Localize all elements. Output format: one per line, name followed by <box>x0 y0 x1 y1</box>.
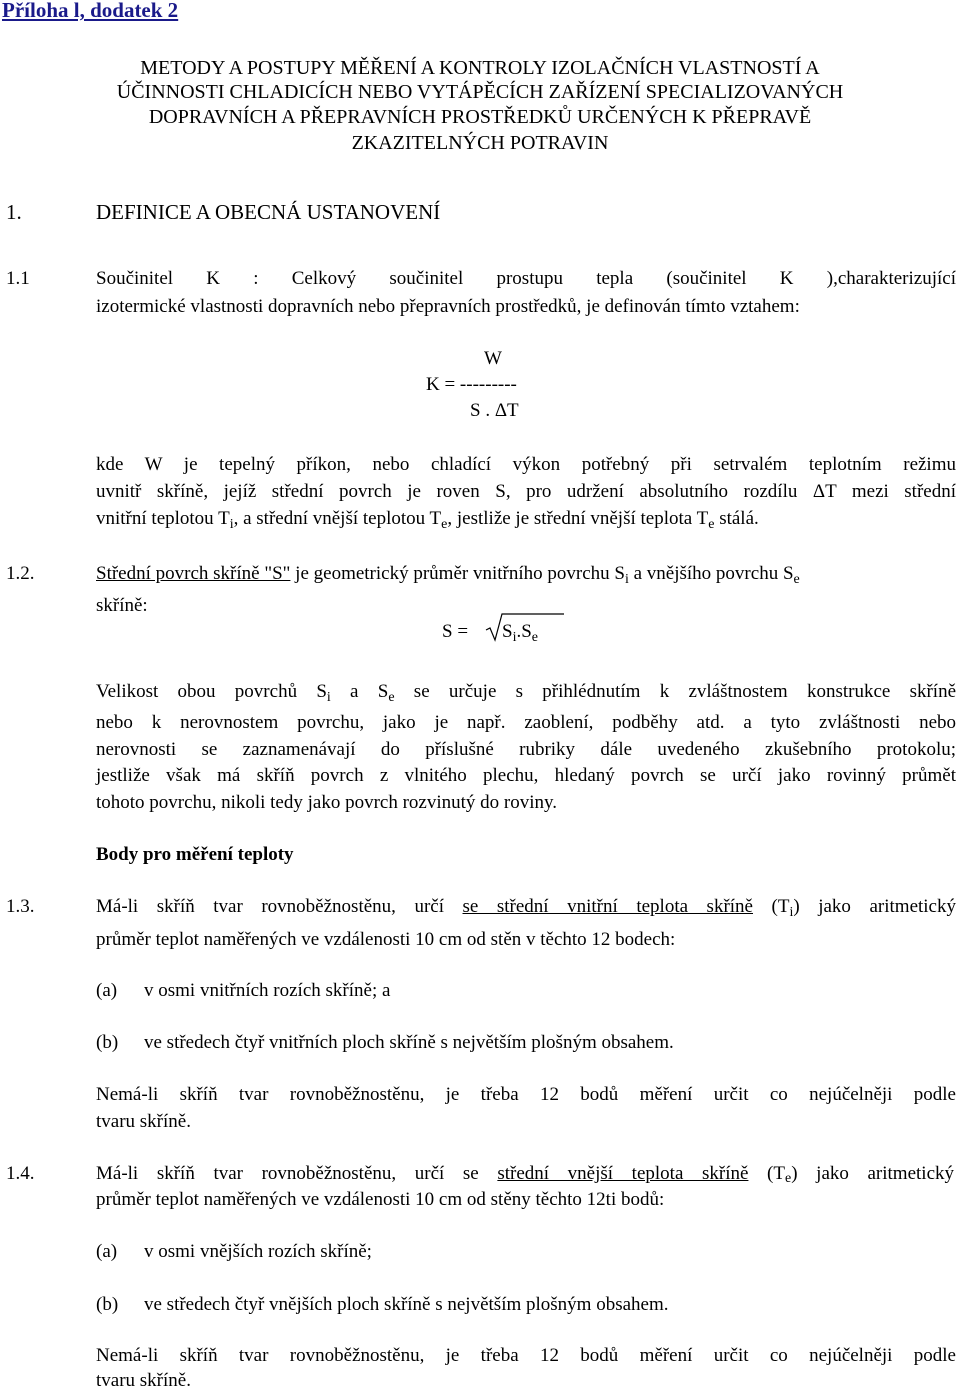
formula-s-lhs: S = <box>442 621 469 642</box>
p13-item-a-label: (a) <box>96 980 118 1001</box>
p13-item-b-text: ve středech čtyř vnitřních ploch skříně s největším plošným obsahem. <box>144 1032 674 1053</box>
formula-numerator: W <box>484 348 502 369</box>
p14-nema-line-2: tvaru skříně. <box>96 1370 191 1391</box>
p11-line-1: Součinitel K : Celkový součinitel prostupu tepla (součinitel K ),charakterizující <box>96 268 956 289</box>
p13-line-1: Má-li skříň tvar rovnoběžnostěnu, určí se střední vnitřní teplota skříně $(T_i)$ jako aritmetický <box>96 896 956 920</box>
p12-velikost-line-5: tohoto povrchu, nikoli tedy jako povrch rozvinutý do roviny. <box>96 792 558 813</box>
annex-label: Příloha l, dodatek 2 <box>2 0 179 22</box>
p11-kde-line-2: uvnitř skříně, jejíž střední povrch je roven S, pro udržení absolutního rozdílu ΔT mezi střední <box>96 481 956 502</box>
p14-item-b-label: (b) <box>96 1294 119 1315</box>
p14-item-a-label: (a) <box>96 1241 118 1262</box>
formula-k: K = --------- <box>426 374 517 395</box>
formula-denominator: S . ΔT <box>470 400 519 421</box>
p12-velikost-line-1: Velikost obou povrchů $S_i$ a $S_e$ se určuje s přihlédnutím k zvláštnostem konstrukce skříně <box>96 681 957 705</box>
p14-item-b-text: ve středech čtyř vnějších ploch skříně s největším plošným obsahem. <box>144 1294 669 1315</box>
p14-line-2: průměr teplot naměřených ve vzdálenosti 10 cm od stěny těchto 12ti bodů: <box>96 1189 665 1210</box>
p13-nema-line-2: tvaru skříně. <box>96 1111 191 1132</box>
section-number: 1. <box>6 200 22 224</box>
p13-nema-line-1: Nemá-li skříň tvar rovnoběžnostěnu, je třeba 12 bodů měření určit co nejúčelněji podle <box>96 1084 956 1105</box>
p12-line-2: skříně: <box>96 595 148 616</box>
paragraph-number-1-3: 1.3. <box>6 896 35 917</box>
paragraph-number-1-4: 1.4. <box>6 1163 35 1184</box>
p14-item-a-text: v osmi vnějších rozích skříně; <box>144 1241 372 1262</box>
formula-s-rhs: $S_i.S_e$ <box>502 621 539 645</box>
p12-velikost-line-2: nebo k nerovnostem povrchu, jako je např. zaoblení, podběhy atd. a tyto zvláštnosti nebo <box>96 712 956 733</box>
paragraph-number-1-2: 1.2. <box>6 563 35 584</box>
p14-line-1: Má-li skříň tvar rovnoběžnostěnu, určí se střední vnější teplota skříně (Te) jako aritmetický <box>96 1163 955 1186</box>
p11-kde-line-3: vnitřní teplotou $T_i$, a střední vnější teplotou $T_e$, jestliže je střední vnější teplota $T_e$ stálá. <box>96 508 759 532</box>
paragraph-number-1-1: 1.1 <box>6 268 30 289</box>
document-title-line-3: DOPRAVNÍCH A PŘEPRAVNÍCH PROSTŘEDKŮ URČENÝCH K PŘEPRAVĚ <box>148 106 812 128</box>
p11-line-2: izotermické vlastnosti dopravních nebo přepravních prostředků, je definován tímto vztahem: <box>96 296 800 317</box>
p13-line-2: průměr teplot naměřených ve vzdálenosti 10 cm od stěn v těchto 12 bodech: <box>96 929 676 950</box>
p13-item-b-label: (b) <box>96 1032 119 1053</box>
p12-velikost-line-4: jestliže však má skříň povrch z vlnitého plechu, hledaný povrch se určí jako rovinný průmět <box>96 765 956 786</box>
subheading-measurement-points: Body pro měření teploty <box>96 844 294 865</box>
p12-line-1: Střední povrch skříně "S" je geometrický průměr vnitřního povrchu $S_i$ a vnějšího povrchu $S_e$ <box>96 563 800 587</box>
document-title-line-2: ÚČINNOSTI CHLADICÍCH NEBO VYTÁPĚCÍCH ZAŘÍZENÍ SPECIALIZOVANÝCH <box>116 81 844 103</box>
document-title-line-4: ZKAZITELNÝCH POTRAVIN <box>351 132 609 154</box>
document-title-line-1: METODY A POSTUPY MĚŘENÍ A KONTROLY IZOLAČNÍCH VLASTNOSTÍ A <box>140 57 820 79</box>
section-title: DEFINICE A OBECNÁ USTANOVENÍ <box>96 200 441 224</box>
p14-nema-line-1: Nemá-li skříň tvar rovnoběžnostěnu, je třeba 12 bodů měření určit co nejúčelněji podle <box>96 1345 956 1366</box>
p13-item-a-text: v osmi vnitřních rozích skříně; a <box>144 980 391 1001</box>
p12-velikost-line-3: nerovnosti se zaznamenávají do příslušné rubriky dále uvedeného zkušebního protokolu; <box>96 739 956 760</box>
p11-kde-line-1: kde W je tepelný příkon, nebo chladící výkon potřebný při setrvalém teplotním režimu <box>96 454 956 475</box>
